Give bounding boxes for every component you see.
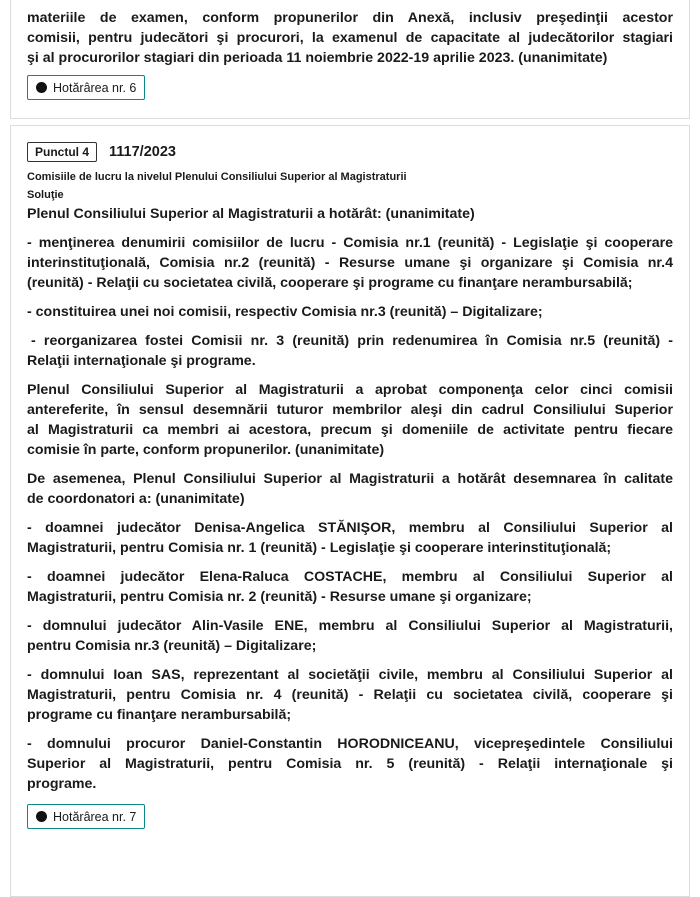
solution-paragraph: - doamnei judecător Elena-Raluca COSTACHE, membru al Consiliului Superior al Magistraturii, pentru Comisia nr. 2 (reunită) - Resurse umane şi organizare;: [27, 569, 673, 605]
solution-paragraph: - constituirea unei noi comisii, respectiv Comisia nr.3 (reunită) – Digitalizare;: [27, 304, 543, 320]
previous-item-text: materiile de examen, conform propunerilor din Anexă, inclusiv preşedinţii acestor comisii, pentru judecători şi procurori, la examenul de capacitate al judecătorilor stagiari şi al procurorilor stagiari din perioada 11 noiembrie 2022-19 aprilie 2023. (unanimitate): [27, 10, 673, 66]
solution-paragraph: De asemenea, Plenul Consiliului Superior al Magistraturii a hotărât desemnarea în calitate de coordonatori a: (unanimitate): [27, 471, 673, 507]
agenda-item-header: [27, 142, 673, 162]
solution-paragraph: - domnului judecător Alin-Vasile ENE, membru al Consiliului Superior al Magistraturii, pentru Comisia nr.3 (reunită) – Digitalizare;: [27, 618, 673, 654]
case-number: 1117/2023: [109, 144, 176, 160]
solution-paragraph: - domnului procuror Daniel-Constantin HORODNICEANU, vicepreşedintele Consiliului Superior al Magistraturii, pentru Comisia nr. 5 (reunită) - Relaţii internaţionale şi programe.: [27, 736, 673, 792]
bullet-icon: [36, 811, 47, 822]
solution-paragraph: - domnului Ioan SAS, reprezentant al societăţii civile, membru al Consiliului Superior al Magistraturii, pentru Comisia nr. 4 (reunită) - Relaţii cu societatea civilă, cooperare şi programe cu finanţare nerambursabilă;: [27, 667, 673, 723]
decision-7-button[interactable]: Hotărârea nr. 7: [27, 804, 145, 829]
solution-paragraph: Plenul Consiliului Superior al Magistraturii a aprobat componenţa celor cinci comisii antereferite, în sensul desemnării tuturor membrilor aleşi din cadrul Consiliului Superior al Magistraturii ca membri ai acestora, precum şi domeniile de activitate pentru fiecare comisie în parte, conform propunerilor. (unanimitate): [27, 382, 673, 458]
solution-body: [27, 204, 673, 794]
solution-label: Soluţie: [27, 189, 64, 201]
solution-paragraph: Plenul Consiliului Superior al Magistraturii a hotărât: (unanimitate): [27, 206, 475, 222]
solution-paragraph: - doamnei judecător Denisa-Angelica STĂNIŞOR, membru al Consiliului Superior al Magistraturii, pentru Comisia nr. 1 (reunită) - Legislaţie şi cooperare interinstituţională;: [27, 520, 673, 556]
punct-badge: Punctul 4: [27, 142, 97, 162]
decision-6-button[interactable]: Hotărârea nr. 6: [27, 75, 145, 100]
agenda-item-card: [10, 125, 690, 897]
previous-item-card: [10, 0, 690, 119]
solution-paragraph: - reorganizarea fostei Comisii nr. 3 (reunită) prin redenumirea în Comisia nr.5 (reunită) - Relaţii internaţionale şi programe.: [27, 333, 673, 369]
solution-paragraph: - menţinerea denumirii comisiilor de lucru - Comisia nr.1 (reunită) - Legislaţie şi cooperare interinstituţională, Comisia nr.2 (reunită) - Resurse umane şi organizare şi Comisia nr.4 (reunită) - Relaţii cu societatea civilă, cooperare şi programe cu finanţare nerambursabilă;: [27, 235, 673, 291]
bullet-icon: [36, 82, 47, 93]
agenda-item-subtitle: Comisiile de lucru la nivelul Plenului Consiliului Superior al Magistraturii: [27, 171, 407, 183]
